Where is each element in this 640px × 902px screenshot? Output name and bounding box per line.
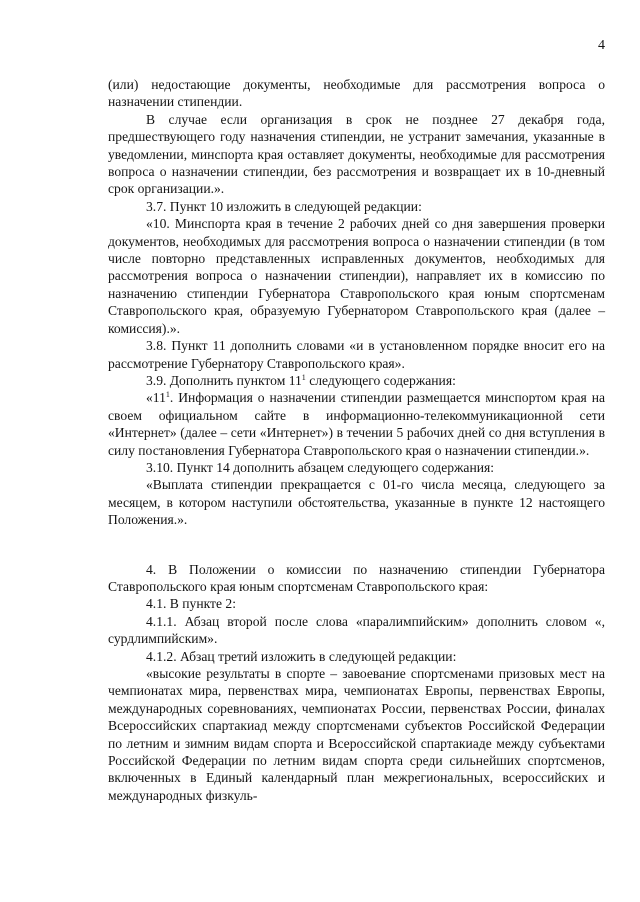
paragraph: «высокие результаты в спорте – завоевание спортсменами призовых мест на чемпионатах мира, первенствах мира, чемпионатах Европы, первенствах Европы, международных соревнованиях, чемпионатах России, первенствах России, финалах Всероссийских спартакиад между спортсменами субъектов Российской Федерации по летним и зимним видам спорта и Всероссийской спартакиаде между субъектами Российской Федерации по летним видам спорта среди сильнейших спортсменов, включенных в Единый календарный план межрегиональных, всероссийских и международных физкуль- xyxy=(108,666,605,803)
paragraph-text: следующего содержания: xyxy=(305,372,456,388)
document-body xyxy=(108,76,605,804)
page-number: 4 xyxy=(598,38,605,53)
paragraph-text: «11 xyxy=(146,390,166,406)
paragraph: В случае если организация в срок не позднее 27 декабря года, предшествующего году назначения стипендии, не устранит замечания, указанные в уведомлении, минспорта края оставляет документы, необходимые для рассмотрения вопроса о назначении стипендии, без рассмотрения и возвращает их в 10-дневный срок организации.». xyxy=(108,111,605,197)
paragraph xyxy=(108,372,605,389)
paragraph-text: 3.9. Дополнить пунктом 11 xyxy=(146,372,302,388)
paragraph: 4.1.1. Абзац второй после слова «паралимпийским» дополнить словом «, сурдлимпийским». xyxy=(108,613,605,647)
paragraph: 4.1.2. Абзац третий изложить в следующей редакции: xyxy=(146,648,457,664)
paragraph-text: . Информация о назначении стипендии размещается минспортом края на своем официальном сайте в информационно-телекоммуникационной сети «Интернет» (далее – сети «Интернет») в течении 5 рабочих дней со дня вступления в силу постановления Губернатора Ставропольского края о назначении стипендии.». xyxy=(108,390,605,458)
paragraph: «Выплата стипендии прекращается с 01-го числа месяца, следующего за месяцем, в котором наступили обстоятельства, указанные в пункте 12 настоящего Положения.». xyxy=(108,477,605,528)
paragraph: (или) недостающие документы, необходимые для рассмотрения вопроса о назначении стипендии. xyxy=(108,77,605,110)
paragraph: 4.1. В пункте 2: xyxy=(146,596,236,612)
superscript: 1 xyxy=(301,372,306,382)
paragraph xyxy=(108,389,605,459)
paragraph: 4. В Положении о комиссии по назначению стипендии Губернатора Ставропольского края юным спортсменам Ставропольского края: xyxy=(108,561,605,594)
superscript: 1 xyxy=(165,390,170,400)
paragraph: 3.7. Пункт 10 изложить в следующей редакции: xyxy=(146,198,422,214)
paragraph: «10. Минспорта края в течение 2 рабочих дней со дня завершения проверки документов, необходимых для рассмотрения вопроса о назначении стипендии (в том числе повторно представленных исправленных документов, необходимых для рассмотрения вопроса о назначении стипендии), направляет их в комиссию по назначению стипендии Губернатора Ставропольского края юным спортсменам Ставропольского края, образуемую Губернатором Ставропольского края (далее – комиссия).». xyxy=(108,216,605,336)
paragraph: 3.10. Пункт 14 дополнить абзацем следующего содержания: xyxy=(146,459,495,475)
paragraph: 3.8. Пункт 11 дополнить словами «и в установленном порядке вносит его на рассмотрение Губернатору Ставропольского края». xyxy=(108,338,605,371)
